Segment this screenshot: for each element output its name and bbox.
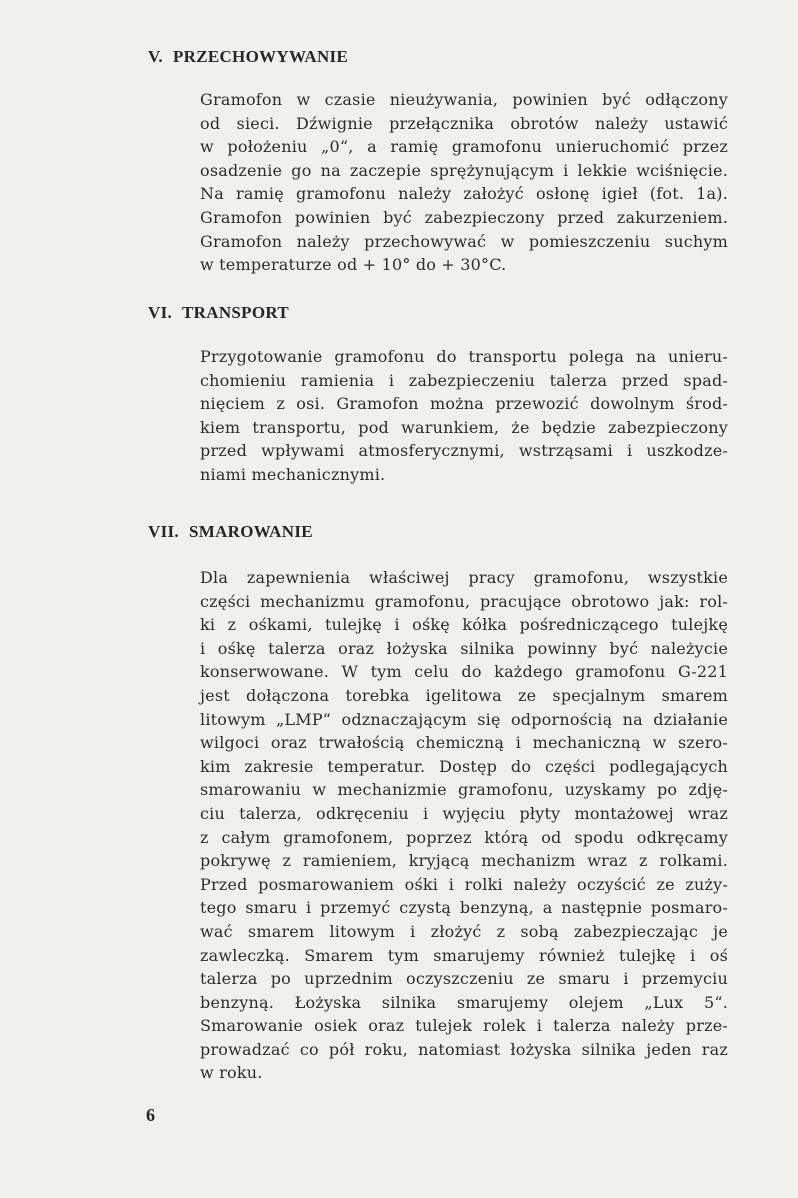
text-line: zawleczką. Smarem tym smarujemy również tulejkę i oś: [200, 945, 728, 965]
text-line: ki z ośkami, tulejkę i ośkę kółka pośredniczącego tulejkę: [200, 615, 728, 635]
text-line: kim zakresie temperatur. Dostęp do części podlegających: [200, 756, 728, 776]
text-line: jest dołączona torebka igelitowa ze specjalnym smarem: [200, 685, 728, 705]
section-title: SMAROWANIE: [188, 522, 313, 541]
paragraph-smarowanie: [200, 566, 728, 1085]
paragraph-przechowywanie: [200, 88, 728, 277]
text-line: i ośkę talerza oraz łożyska silnika powinny być należycie: [200, 638, 728, 658]
text-line: w temperaturze od + 10° do + 30°C.: [200, 255, 507, 275]
text-line: Gramofon należy przechowywać w pomieszczeniu suchym: [200, 231, 728, 251]
text-line: Na ramię gramofonu należy założyć osłonę igieł (fot. 1a).: [200, 184, 728, 204]
section-number: V.: [148, 47, 163, 66]
text-line: smarowaniu w mechanizmie gramofonu, uzyskamy po zdję-: [200, 780, 728, 800]
text-line: benzyną. Łożyska silnika smarujemy olejem „Lux 5“.: [200, 992, 728, 1012]
text-line: Gramofon w czasie nieużywania, powinien być odłączony: [200, 90, 728, 109]
paragraph-transport: [200, 345, 728, 487]
text-line: przed wpływami atmosferycznymi, wstrząsami i uszkodze-: [200, 441, 728, 461]
text-line: Dla zapewnienia właściwej pracy gramofonu, wszystkie: [200, 568, 728, 587]
text-line: osadzenie go na zaczepie sprężynującym i lekkie wciśnięcie.: [200, 160, 728, 180]
section-number: VII.: [148, 522, 179, 541]
text-line: z całym gramofonem, poprzez którą od spodu odkręcamy: [200, 827, 728, 847]
text-line: w roku.: [200, 1063, 263, 1083]
text-line: talerza po uprzednim oczyszczeniu ze smaru i przemyciu: [200, 969, 728, 989]
section-heading-transport: [148, 303, 289, 323]
text-line: części mechanizmu gramofonu, pracujące obrotowo jak: rol-: [200, 591, 728, 611]
text-line: konserwowane. W tym celu do każdego gramofonu G-221: [200, 662, 728, 682]
text-line: w położeniu „0“, a ramię gramofonu unieruchomić przez: [200, 137, 728, 157]
section-heading-smarowanie: [148, 522, 313, 542]
text-line: wilgoci oraz trwałością chemiczną i mechaniczną w szero-: [200, 733, 728, 753]
section-title: PRZECHOWYWANIE: [172, 47, 349, 66]
section-number: VI.: [148, 303, 173, 322]
text-line: od sieci. Dźwignie przełącznika obrotów należy ustawić: [200, 113, 728, 133]
text-line: prowadzać co pół roku, natomiast łożyska silnika jeden raz: [200, 1039, 728, 1059]
text-line: ciu talerza, odkręceniu i wyjęciu płyty montażowej wraz: [200, 803, 728, 823]
text-line: tego smaru i przemyć czystą benzyną, a następnie posmaro-: [200, 898, 728, 918]
text-line: Gramofon powinien być zabezpieczony przed zakurzeniem.: [200, 207, 728, 227]
text-line: niami mechanicznymi.: [200, 464, 386, 484]
section-title: TRANSPORT: [182, 303, 289, 322]
text-line: Smarowanie osiek oraz tulejek rolek i talerza należy prze-: [200, 1016, 728, 1036]
text-line: wać smarem litowym i złożyć z sobą zabezpieczając je: [200, 921, 728, 941]
text-line: nięciem z osi. Gramofon można przewozić dowolnym środ-: [200, 394, 728, 414]
text-line: Przed posmarowaniem ośki i rolki należy oczyścić ze zuży-: [200, 874, 728, 894]
page-number: 6: [146, 1105, 155, 1125]
section-heading-przechowywanie: [148, 47, 348, 67]
text-line: Przygotowanie gramofonu do transportu polega na unieru-: [200, 347, 728, 366]
text-line: litowym „LMP“ odznaczającym się odpornością na działanie: [200, 709, 728, 729]
text-line: pokrywę z ramieniem, kryjącą mechanizm wraz z rolkami.: [200, 851, 728, 871]
text-line: chomieniu ramienia i zabezpieczeniu talerza przed spad-: [200, 370, 728, 390]
text-line: kiem transportu, pod warunkiem, że będzie zabezpieczony: [200, 417, 728, 437]
